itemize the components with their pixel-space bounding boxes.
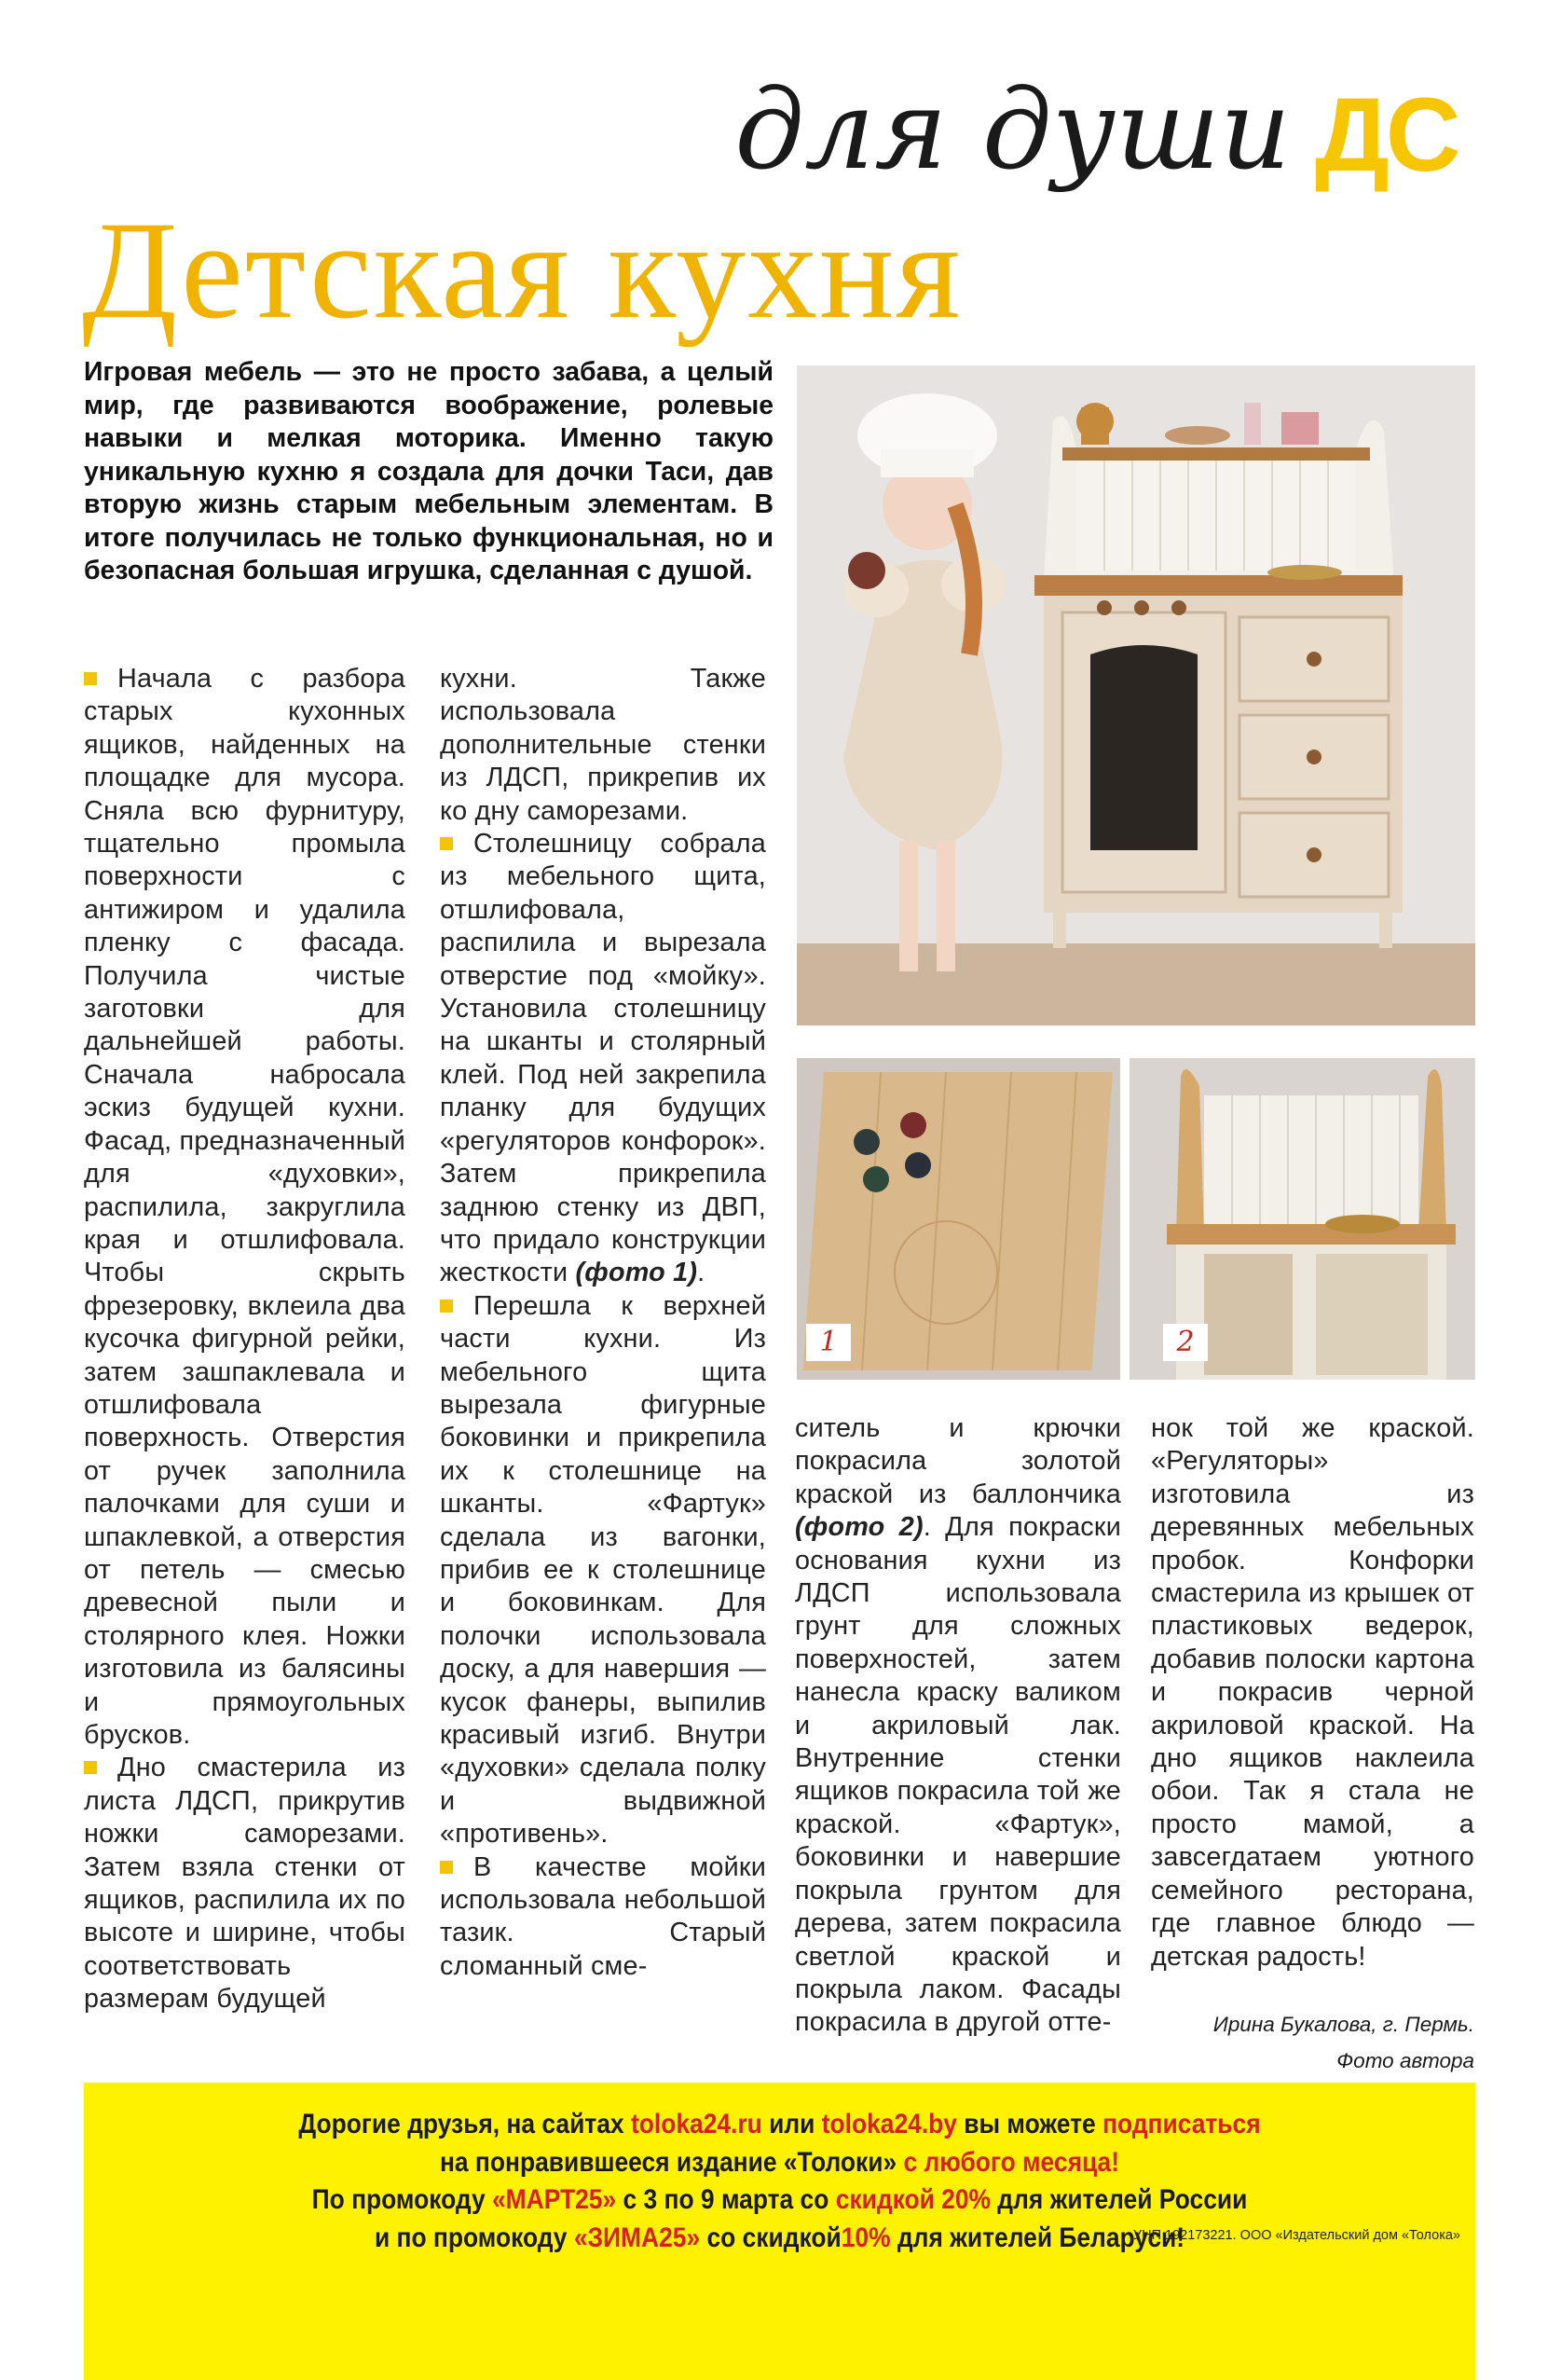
article-title: Детская кухня (82, 193, 963, 348)
photo-1-label: 1 (806, 1324, 851, 1361)
promo-line-1: Дорогие друзья, на сайтах toloka24.ru или toloka24.by вы можете подписаться (298, 2109, 1261, 2139)
photo-credit: Фото автора (1336, 2049, 1474, 2072)
paragraph: Дно смастерила из листа ЛДСП, прикрутив ножки саморезами. Затем взяла стенки от ящиков, распилила их по высоте и ширине, чтобы соответствовать размерам будущей (84, 1753, 405, 2015)
promo-line-3: По промокоду «МАРТ25» с 3 по 9 марта со скидкой 20% для жителей России (311, 2184, 1248, 2215)
photo-1-wooden-panel (797, 1058, 1120, 1380)
bullet-square-icon (84, 672, 97, 685)
article-lead: Игровая мебель — это не просто забава, а целый мир, где развиваются воображение, ролевые навыки и мелкая моторика. Именно такую уникальную кухню я создала для дочки Таси, дав вторую жизнь старым мебельным элементам. В итоге получилась не только функциональная, но и безопасная большая игрушка, сделанная с душой. (84, 357, 774, 585)
photo-reference: (фото 1) (575, 1258, 698, 1288)
paragraph: кухни. Также использовала дополнительные стенки из ЛДСП, прикрепив их ко дну саморезами. (440, 664, 766, 826)
article-column-1 (84, 663, 405, 2016)
site-link-by[interactable]: toloka24.by (821, 2109, 957, 2139)
section-badge-text: ДС (1315, 76, 1458, 193)
promo-line-2: на понравившееся издание «Толоки» с любого месяца! (439, 2146, 1120, 2178)
article-column-4 (1151, 1412, 1474, 1974)
bullet-square-icon (440, 1300, 453, 1313)
publisher-imprint: УНП 192173221. ООО «Издательский дом «Толока» (1132, 2228, 1460, 2243)
paragraph: В качестве мойки использовала небольшой тазик. Старый сломанный сме- (440, 1851, 766, 1981)
author-signature: Ирина Букалова, г. Пермь. (1212, 2013, 1474, 2036)
site-link-ru[interactable]: toloka24.ru (630, 2109, 762, 2139)
photo-2-kitchen-frame (1130, 1058, 1475, 1380)
subscription-promo-banner (84, 2083, 1475, 2380)
photo-reference: (фото 2) (795, 1512, 924, 1543)
paragraph: Перешла к верхней части кухни. Из мебельного щита вырезала фигурные боковинки и прикрепила их к столешнице на шканты. «Фартук» сделала из вагонки, прибив ее к столешнице и боковинкам. Для полочки использовала доску, а для навершия — кусок фанеры, выпилив красивый изгиб. Внутри «духовки» сделала полку и выдвижной «противень». (440, 1290, 766, 1850)
paragraph: Начала с разбора старых кухонных ящиков, найденных на площадке для мусора. Сняла всю фурнитуру, тщательно промыла поверхности с антижиром и удалила пленку с фасада. Получила чистые заготовки для дальнейшей работы. Сначала набросала эскиз будущей кухни. Фасад, предназначенный для «духовки», распилила, закруглила края и отшлифовала. Чтобы скрыть фрезеровку, вклеила два кусочка фигурной рейки, затем зашпаклевала и отшлифовала поверхность. Отверстия от ручек заполнила палочками для суши и шпаклевкой, а отверстия от петель — смесью древесной пыли и столярного клея. Ножки изготовила из балясины и прямоугольных брусков. (84, 664, 406, 1750)
promo-line-4: и по промокоду «ЗИМА25» со скидкой10% для жителей Беларуси! (374, 2222, 1185, 2253)
article-column-3 (795, 1412, 1121, 2040)
photo-girl-with-toy-kitchen (797, 365, 1475, 1025)
bullet-square-icon (440, 837, 453, 850)
photo-2-label: 2 (1163, 1324, 1208, 1361)
promo-code-russia: «МАРТ25» (491, 2184, 617, 2215)
bullet-square-icon (440, 1861, 453, 1874)
bullet-square-icon (84, 1761, 97, 1774)
paragraph: Столешницу собрала из мебельного щита, отшлифовала, распилила и вырезала отверстие под «мойку». Установила столешницу на шканты и столярный клей. Под ней закрепила планку для будущих «регуляторов конфорок». Затем прикрепила заднюю стенку из ДВП, что придало конструкции жесткости (фото 1). (440, 829, 766, 1288)
article-column-2 (440, 663, 766, 1983)
paragraph: нок той же краской. «Регуляторы» изготовила из деревянных мебельных пробок. Конфорки смастерила из крышек от пластиковых ведерок, добавив полоски картона и покрасив черной акриловой краской. На дно ящиков наклеила обои. Так я стала не просто мамой, а завсегдатаем уютного семейного ресторана, где главное блюдо — детская радость! (1151, 1413, 1474, 1972)
paragraph: ситель и крючки покрасила золотой краской из баллончика (фото 2). Для покраски основания кухни из ЛДСП использовала грунт для сложных поверхностей, затем нанесла краску валиком и акриловый лак. Внутренние стенки ящиков покрасила той же краской. «Фартук», боковинки и навершие покрыла грунтом для дерева, затем покрасила светлой краской и покрыла лаком. Фасады покрасила в другой отте- (795, 1413, 1121, 2038)
rubric-text: для души (734, 65, 1291, 194)
promo-code-belarus: «ЗИМА25» (573, 2222, 701, 2253)
photo-main-illustration (797, 365, 1475, 1025)
